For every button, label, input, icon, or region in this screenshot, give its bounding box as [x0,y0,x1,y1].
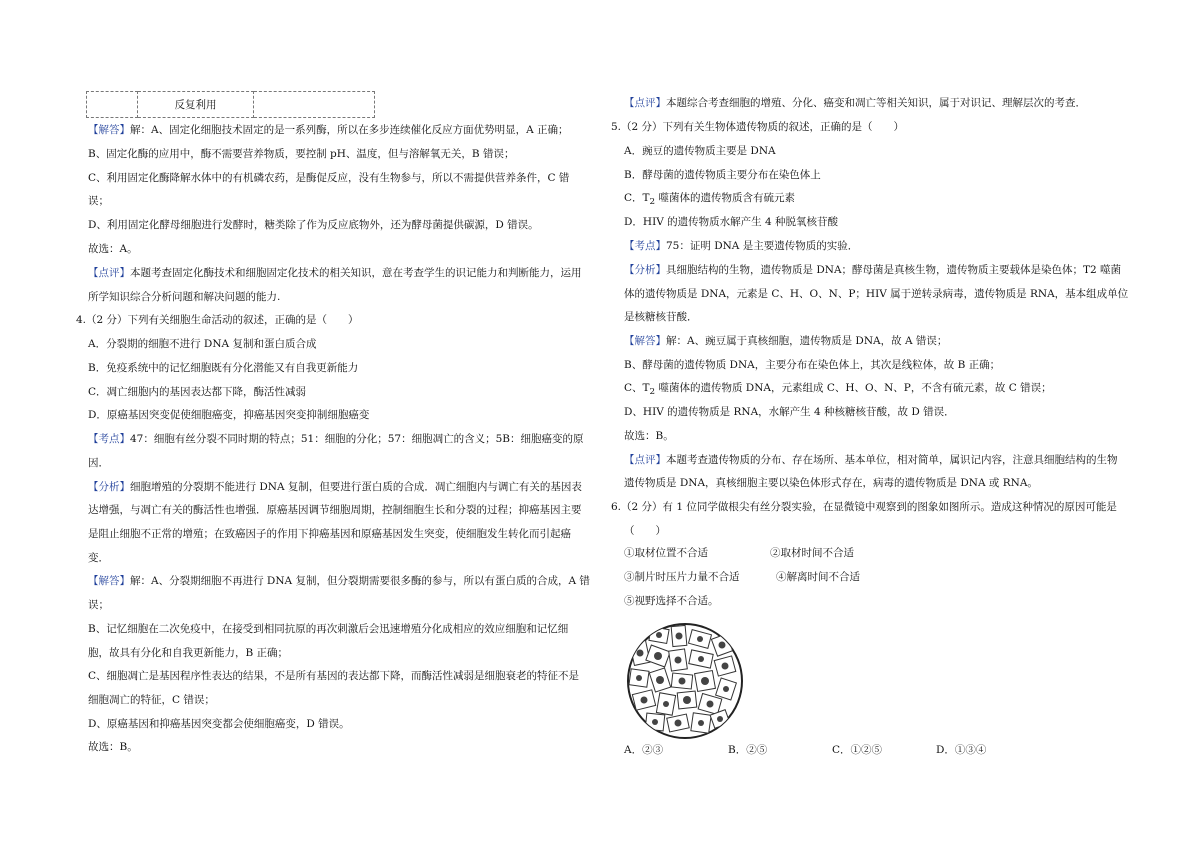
comment-tag: 【点评】 [88,267,130,279]
point-tag: 【考点】 [624,240,666,252]
q3-comment-line [88,266,582,280]
q3-comment-text: 本题考查固定化酶技术和细胞固定化技术的相关知识，意在考查学生的识记能力和判断能力，运用 [130,267,582,279]
comment-tag: 【点评】 [624,97,666,109]
q5-choice: 故选：B。 [624,430,674,442]
q5-point-text: 75：证明 DNA 是主要遗传物质的实验． [666,240,859,252]
q5-analysis-text: 具细胞结构的生物，遗传物质是 DNA；酵母菌是真核生物，遗传物质主要载体是染色体；T2 噬菌 [666,264,1122,276]
table-row [87,92,375,118]
q5-answer-line [624,381,1052,399]
table-cell-empty [87,92,138,118]
q5-answer-text: C、T [624,382,650,394]
q5-analysis-line: 是核糖核苷酸． [624,311,698,323]
q6-option-5: ⑤视野选择不合适。 [624,595,719,607]
comment-tag: 【点评】 [624,454,666,466]
q4-option-d: D．原癌基因突变促使细胞癌变，抑癌基因突变抑制细胞癌变 [88,409,370,421]
q5-comment-line: 遗传物质是 DNA，真核细胞主要以染色体形式存在，病毒的遗传物质是 DNA 或 RNA。 [624,477,1038,489]
table-cell-reuse: 反复利用 [138,92,254,118]
q5-answer-text: 噬菌体的遗传物质 DNA，元素组成 C、H、O、N、P，不含有硫元素，故 C 错误； [655,382,1052,394]
q4-answer-line: 细胞凋亡的特征，C 错误； [88,694,215,706]
q6-option-4: ④解离时间不合适 [776,571,860,583]
q3-answer-line: 误； [88,195,109,207]
q5-answer-line: B、酵母菌的遗传物质 DNA，主要分布在染色体上，其次是线粒体，故 B 正确； [624,359,1001,371]
q4-answer-line [88,574,590,588]
q5-option-a: A．豌豆的遗传物质主要是 DNA [624,145,776,157]
q4-answer-line: 误； [88,599,109,611]
microscope-field-figure [624,622,746,743]
q3-comment-line: 所学知识综合分析问题和解决问题的能力. [88,291,281,303]
table-fragment [86,91,375,118]
q4-answer-line: D、原癌基因和抑癌基因突变都会使细胞癌变，D 错误。 [88,718,350,730]
q5-answer-line [624,334,947,348]
q4-choice: 故选：B。 [88,741,138,753]
q4-analysis-line: 变． [88,552,109,564]
q4-option-b: B．免疫系统中的记忆细胞既有分化潜能又有自我更新能力 [88,362,359,374]
q4-answer-line: B、记忆细胞在二次免疫中，在接受到相同抗原的再次刺激后会迅速增殖分化成相应的效应细胞和记忆细 [88,623,569,635]
q5-point-line [624,239,858,253]
analysis-tag: 【分析】 [88,481,130,493]
q5-analysis-line [624,263,1121,277]
answer-tag: 【解答】 [88,124,130,136]
q5-comment-line [624,453,1118,467]
q4-point-line [88,432,583,446]
q4-point-line: 因． [88,457,109,469]
q5-option-c [624,191,795,209]
q3-answer-line: B、固定化酶的应用中，酶不需要营养物质，要控制 pH、温度，但与溶解氧无关，B 错误； [88,148,515,160]
q3-choice: 故选：A。 [88,243,138,255]
q4-analysis-line: 是阻止细胞不正常的增殖；在致癌因子的作用下抑癌基因和原癌基因发生突变，使细胞发生转化而引起癌 [88,528,571,540]
q5-answer-line: D、HIV 的遗传物质是 RNA，水解产生 4 种核糖核苷酸，故 D 错误． [624,406,955,418]
q4-comment-line [624,96,1086,110]
table-cell-empty [254,92,375,118]
q5-answer-text: 解：A、豌豆属于真核细胞，遗传物质是 DNA，故 A 错误； [666,335,948,347]
q4-answer-line: 胞，故具有分化和自我更新能力，B 正确； [88,647,289,659]
q4-answer-text: 解：A、分裂期细胞不再进行 DNA 复制，但分裂期需要很多酶的参与，所以有蛋白质的合成，A 错 [130,575,590,587]
q4-analysis-line [88,480,582,494]
q5-comment-text: 本题考查遗传物质的分布、存在场所、基本单位，相对简单，属识记内容，注意具细胞结构的生物 [666,454,1118,466]
q5-option-d: D．HIV 的遗传物质水解产生 4 种脱氧核苷酸 [624,216,838,228]
q4-stem: 4.（2 分）下列有关细胞生命活动的叙述，正确的是（ ） [76,314,359,326]
analysis-tag: 【分析】 [624,264,666,276]
q6-stem: 6.（2 分）有 1 位同学做根尖有丝分裂实验，在显微镜中观察到的图象如图所示。造成这种情况的原因可能是 [611,501,1117,513]
q6-option-3: ③制片时压片力量不合适 [624,571,740,583]
cell-drawing [624,622,746,740]
q6-option-c: C．①②⑤ [832,744,883,756]
subscript: 2 [649,197,656,208]
q5-stem: 5.（2 分）下列有关生物体遗传物质的叙述，正确的是（ ） [611,121,905,133]
answer-tag: 【解答】 [624,335,666,347]
q6-option-b: B．②⑤ [728,744,768,756]
q4-analysis-line: 达增强，与凋亡有关的酶活性也增强．原癌基因调节细胞周期，控制细胞生长和分裂的过程；抑癌基因主要 [88,504,582,516]
subscript: 2 [649,387,656,398]
q6-option-a: A．②③ [624,744,664,756]
q5-option-c-text: C．T [624,192,650,204]
q5-option-b: B．酵母菌的遗传物质主要分布在染色体上 [624,169,821,181]
q3-answer-line: C、利用固定化酶降解水体中的有机磷农药，是酶促反应，没有生物参与，所以不需提供营养条件，C 错 [88,172,570,184]
q6-option-d: D．①③④ [936,744,987,756]
point-tag: 【考点】 [88,433,130,445]
answer-tag: 【解答】 [88,575,130,587]
q4-option-c: C．凋亡细胞内的基因表达都下降，酶活性减弱 [88,386,307,398]
q4-option-a: A．分裂期的细胞不进行 DNA 复制和蛋白质合成 [88,338,317,350]
q5-option-c-text: 噬菌体的遗传物质含有硫元素 [655,192,795,204]
q3-answer-text: 解：A、固定化细胞技术固定的是一系列酶，所以在多步连续催化反应方面优势明显，A 正确； [130,124,569,136]
q4-answer-line: C、细胞凋亡是基因程序性表达的结果，不是所有基因的表达都下降，而酶活性减弱是细胞衰老的特征不是 [88,670,580,682]
q6-option-2: ②取材时间不合适 [770,547,854,559]
q4-comment-text: 本题综合考查细胞的增殖、分化、癌变和凋亡等相关知识，属于对识记、理解层次的考查． [666,97,1086,109]
q5-analysis-line: 体的遗传物质是 DNA，元素是 C、H、O、N、P；HIV 属于逆转录病毒，遗传物质是 RNA，基本组成单位 [624,288,1129,300]
q4-point-text: 47：细胞有丝分裂不同时期的特点；51：细胞的分化；57：细胞凋亡的含义；5B：细胞癌变的原 [130,433,584,445]
q6-stem: （ ） [624,525,666,537]
q3-answer-line [88,123,569,137]
q4-analysis-text: 细胞增殖的分裂期不能进行 DNA 复制，但要进行蛋白质的合成．凋亡细胞内与调亡有关的基因表 [130,481,582,493]
q6-option-1: ①取材位置不合适 [624,547,708,559]
q3-answer-line: D、利用固定化酵母细胞进行发酵时，糖类除了作为反应底物外，还为酵母菌提供碳源，D 错误。 [88,219,539,231]
